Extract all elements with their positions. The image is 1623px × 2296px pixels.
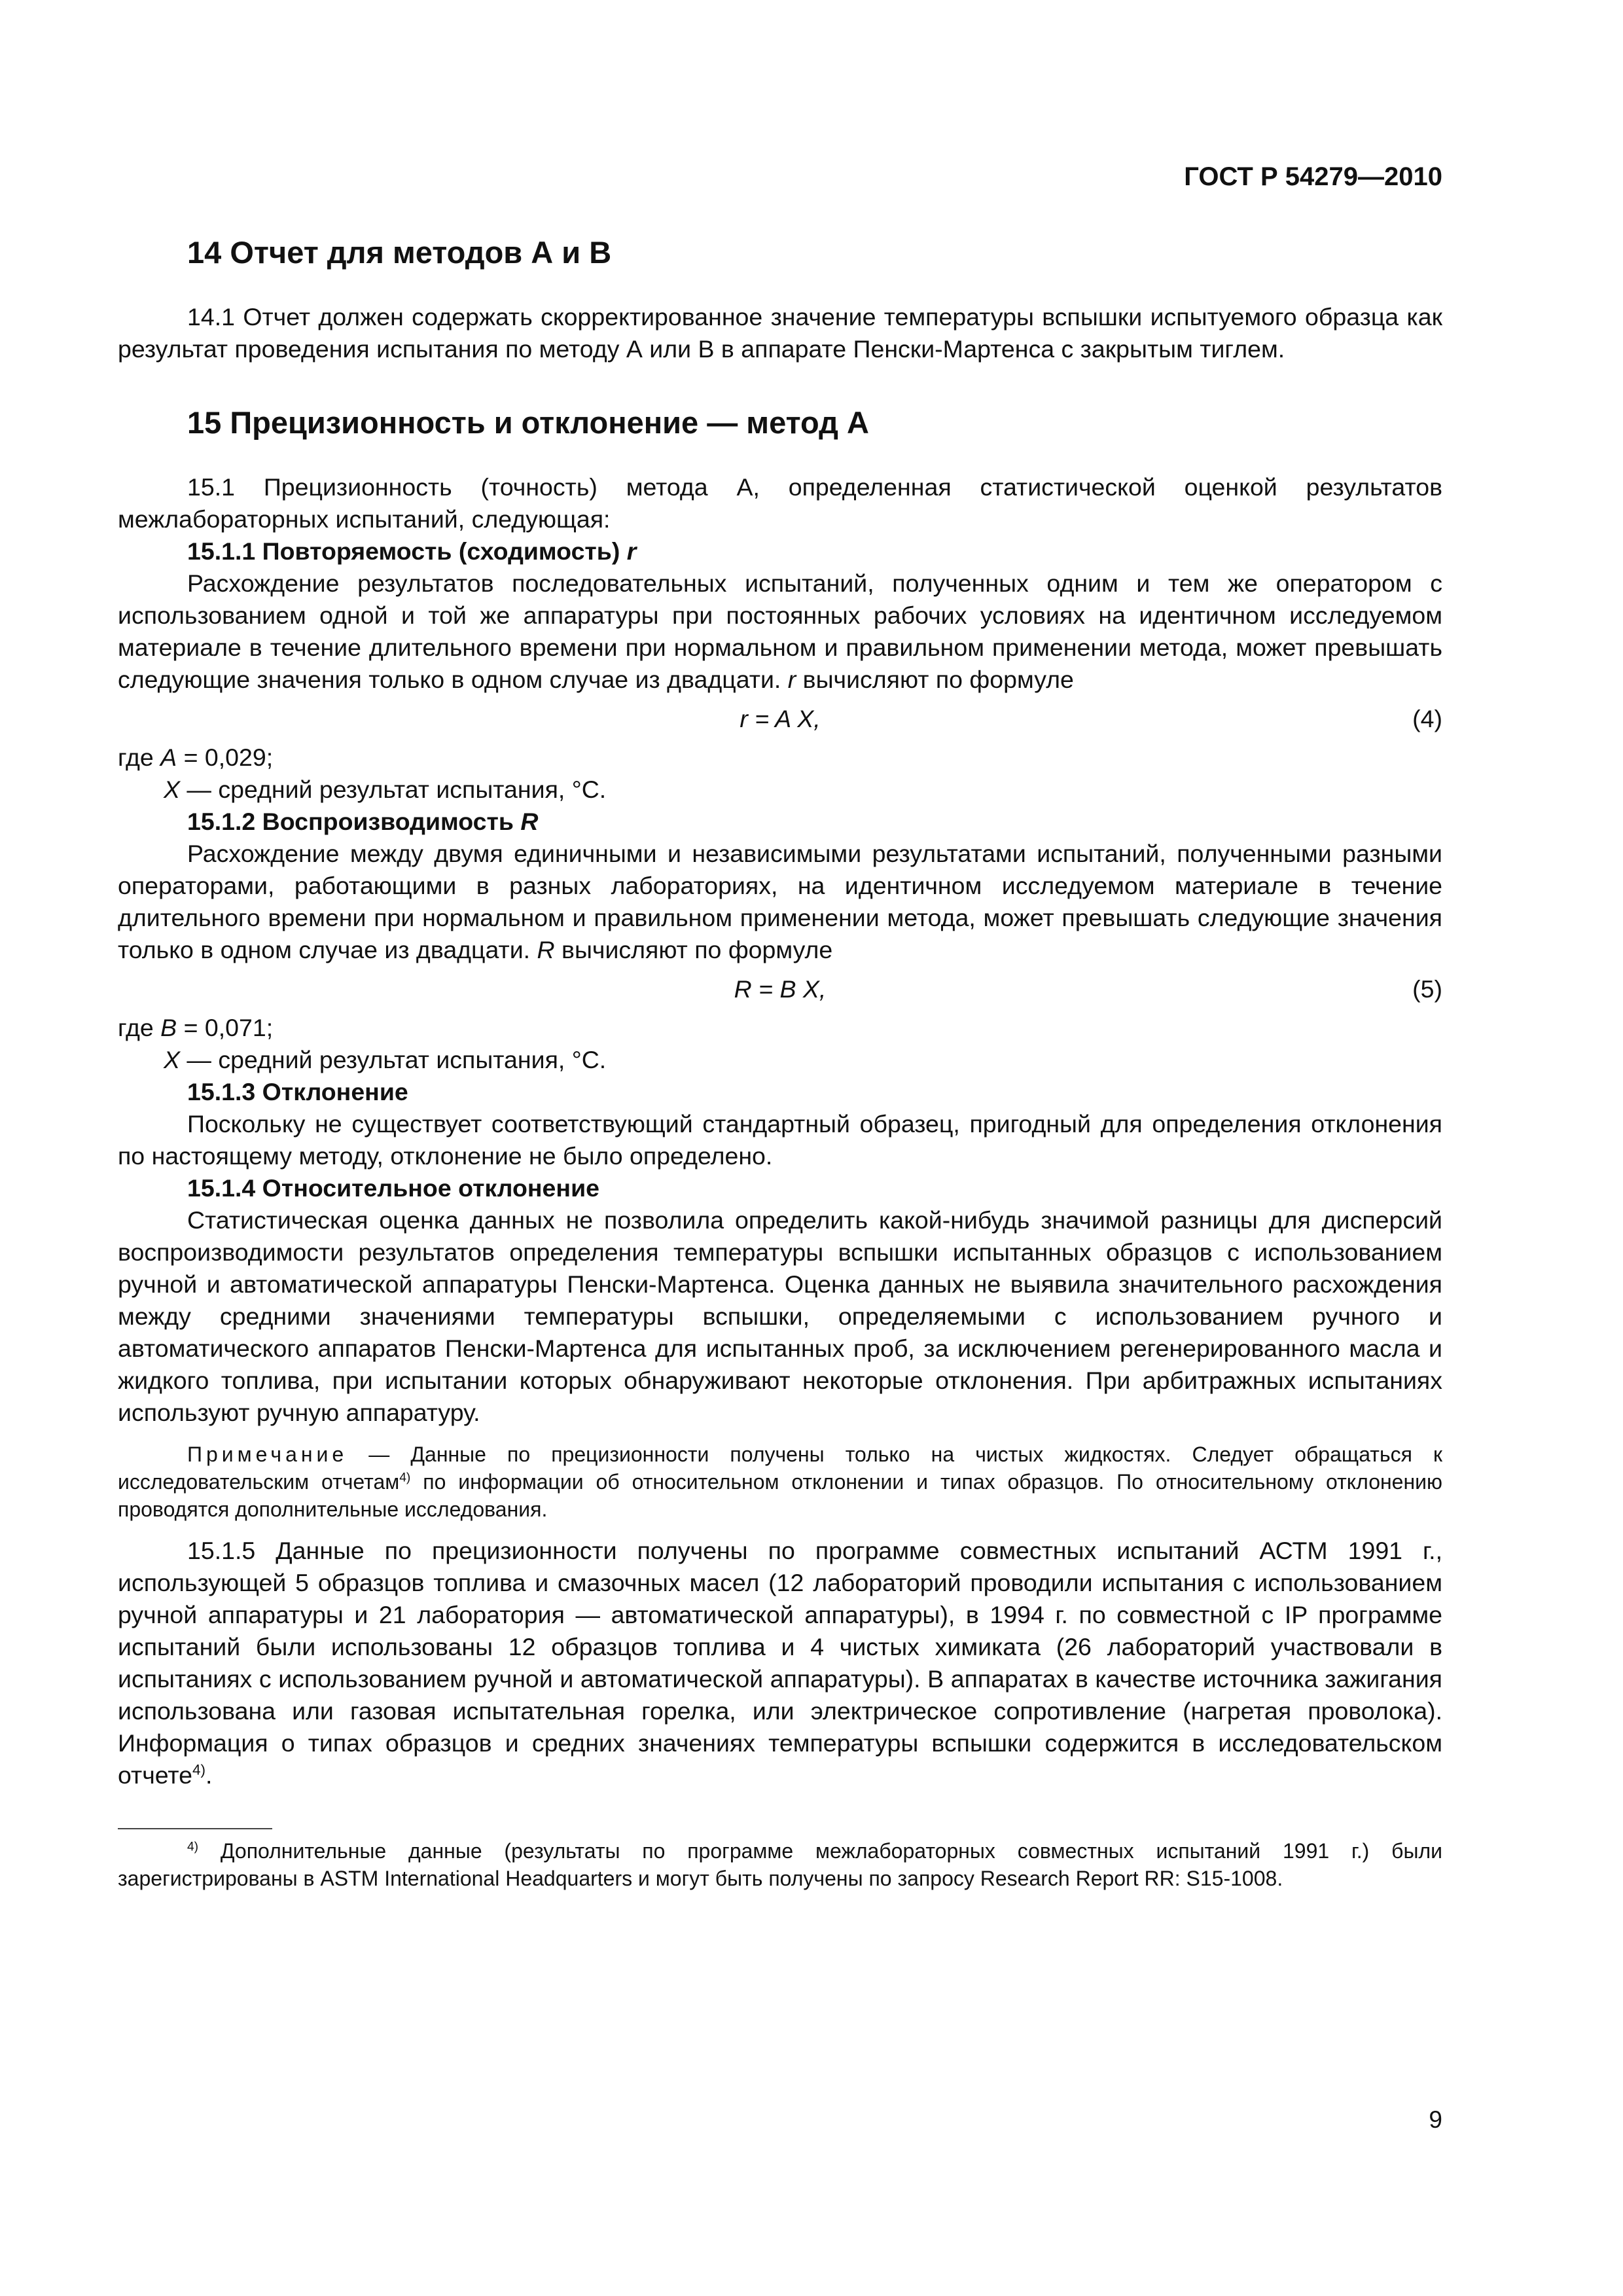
- formula-5: [118, 969, 1442, 1009]
- note-label: Примечание: [187, 1443, 348, 1466]
- paragraph-15-1-1: Расхождение результатов последовательных испытаний, полученных одним и тем же оператором с использованием одной и той же аппаратуры при постоянных рабочих условиях на идентичном исследуемом материале в течение длительного времени при нормальном и правильном применении метода, может превышать следующие значения только в одном случае из двадцати. r вычисляют по формуле: [118, 569, 1442, 693]
- document-id: ГОСТ Р 54279—2010: [1184, 162, 1442, 191]
- page-number: 9: [1429, 2106, 1442, 2133]
- paragraph-15-1-2: Расхождение между двумя единичными и независимыми результатами испытаний, полученными разными операторами, работающими в разных лабораториях, на идентичном исследуемом материале в течение длительного времени при нормальном и правильном применении метода, может превышать следующие значения только в одном случае из двадцати. R вычисляют по формуле: [118, 840, 1442, 963]
- footnote-mark: 4): [187, 1840, 199, 1854]
- paragraph-15-1-4: Статистическая оценка данных не позволила определить какой-нибудь значимой разницы для дисперсий воспроизводимости результатов определения температуры вспышки испытанных образцов с использованием ручной и автоматической аппаратуры Пенски-Мартенса. Оценка данных не выявила значительного расхождения между средними значениями температуры вспышки, определяемыми с использованием ручного и автоматического аппаратов Пенски-Мартенса для испытанных проб, за исключением регенерированного масла и жидкого топлива, при испытании которых обнаруживают некоторые отклонения. При арбитражных испытаниях используют ручную аппаратуру.: [118, 1206, 1442, 1426]
- formula-4: [118, 698, 1442, 739]
- paragraph-15-1-5: 15.1.5 Данные по прецизионности получены по программе совместных испытаний АСТМ 1991 г., использующей 5 образцов топлива и смазочных масел (12 лабораторий проводили испытания с использованием ручной аппаратуры и 21 лаборатория — автоматической аппаратуры), в 1994 г. по совместной с IP программе испытаний были использованы 12 образцов топлива и 4 чистых химиката (26 лабораторий участвовали в испытаниях с использованием ручной и автоматической аппаратуры). В аппаратах в качестве источника зажигания использована или газовая испытательная горелка, или электрическое сопротивление (нагретая проволока). Информация о типах образцов и средних значениях температуры вспышки содержится в исследовательском отчете$^{4)}$.: [118, 1537, 1442, 1789]
- equation-number: (5): [1412, 975, 1442, 1003]
- subsection-15-1-3-heading: 15.1.3 Отклонение: [187, 1078, 408, 1105]
- section-14-title: 14 Отчет для методов А и В: [187, 235, 612, 270]
- where-x-definition: X — средний результат испытания, °С.: [164, 776, 607, 803]
- page-content: [118, 223, 1442, 1892]
- equation-number: (4): [1412, 705, 1442, 732]
- note: Примечание — Данные по прецизионности получены только на чистых жидкостях. Следует обращаться к исследовательским отчетам$^{4)}$ по информации об относительном отклонении и типах образцов. По относительному отклонению проводятся дополнительные исследования.: [118, 1443, 1443, 1521]
- footnote-reference: 4): [192, 1761, 205, 1778]
- subsection-15-1-2-heading: 15.1.2 Воспроизводимость R: [187, 808, 539, 835]
- paragraph-14-1: 14.1 Отчет должен содержать скорректированное значение температуры вспышки испытуемого образца как результат проведения испытания по методу А или В в аппарате Пенски-Мартенса с закрытым тиглем.: [118, 303, 1442, 363]
- where-clause: где A = 0,029;: [118, 744, 274, 771]
- section-15-title: 15 Прецизионность и отклонение — метод А: [187, 405, 869, 440]
- footnote-4: $^{4)}$ Дополнительные данные (результаты по программе межлабораторных совместных испытаний 1991 г.) были зарегистрированы в ASTM International Headquarters и могут быть получены по запросу Research Report RR: S15-1008.: [118, 1839, 1442, 1890]
- paragraph-15-1-3: Поскольку не существует соответствующий стандартный образец, пригодный для определения отклонения по настоящему методу, отклонение не было определено.: [118, 1110, 1442, 1170]
- where-clause: где B = 0,071;: [118, 1014, 274, 1041]
- paragraph-15-1: 15.1 Прецизионность (точность) метода А, определенная статистической оценкой результатов межлабораторных испытаний, следующая:: [118, 473, 1442, 533]
- subsection-15-1-4-heading: 15.1.4 Относительное отклонение: [187, 1174, 599, 1202]
- subsection-15-1-1-heading: 15.1.1 Повторяемость (сходимость) r: [187, 537, 637, 565]
- formula-expression: r = A X,: [740, 705, 821, 732]
- where-x-definition: X — средний результат испытания, °С.: [164, 1046, 607, 1073]
- footnote-reference: 4): [399, 1471, 411, 1485]
- footnote-divider: [118, 1828, 272, 1829]
- formula-expression: R = B X,: [734, 975, 827, 1003]
